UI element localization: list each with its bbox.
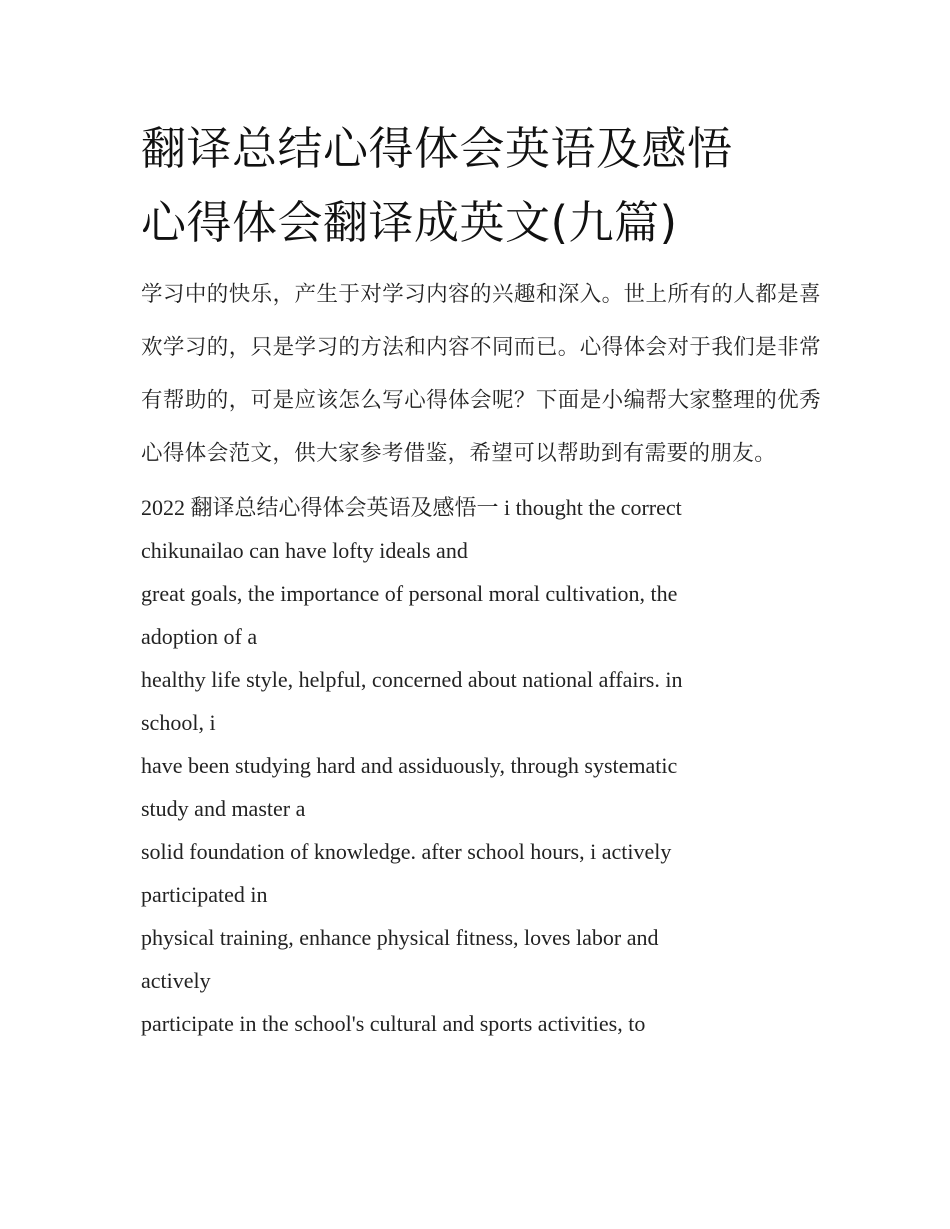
body-line: healthy life style, helpful, concerned about national affairs. in [141, 667, 683, 692]
intro-paragraph: 学习中的快乐，产生于对学习内容的兴趣和深入。世上所有的人都是喜欢学习的，只是学习的方法和内容不同而已。心得体会对于我们是非常有帮助的，可是应该怎么写心得体会呢？下面是小编帮大家整理的优秀心得体会范文，供大家参考借鉴，希望可以帮助到有需要的朋友。 [141, 282, 821, 466]
body-line: chikunailao can have lofty ideals and [141, 538, 468, 563]
body-line: participate in the school's cultural and sports activities, to [141, 1011, 646, 1036]
body-line: 2022 翻译总结心得体会英语及感悟一 i thought the correct [141, 495, 682, 520]
body-line: participated in [141, 882, 268, 907]
body-line: solid foundation of knowledge. after school hours, i actively [141, 839, 672, 864]
body-line: school, i [141, 710, 216, 735]
body-text [141, 486, 821, 1045]
body-line: adoption of a [141, 624, 258, 649]
document-title: 翻译总结心得体会英语及感悟 心得体会翻译成英文(九篇) [141, 122, 733, 249]
document-content [141, 112, 821, 1045]
body-line: actively [141, 968, 211, 993]
body-line: physical training, enhance physical fitness, loves labor and [141, 925, 659, 950]
body-line: study and master a [141, 796, 306, 821]
body-line: great goals, the importance of personal moral cultivation, the [141, 581, 678, 606]
body-line: have been studying hard and assiduously, through systematic [141, 753, 678, 778]
